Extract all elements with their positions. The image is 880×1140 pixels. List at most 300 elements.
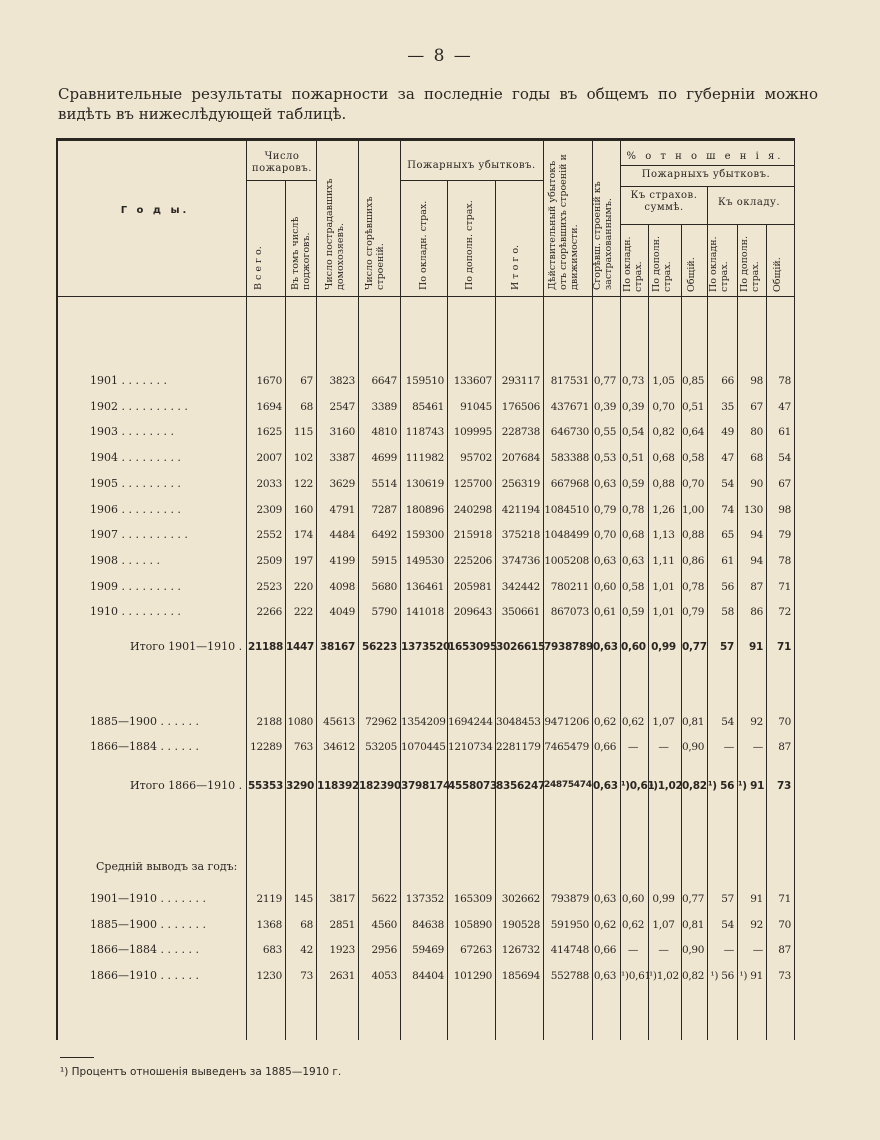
table-cell: 3290: [286, 780, 315, 792]
table-cell: 3048453: [496, 716, 541, 728]
table-cell: 98: [750, 375, 763, 387]
table-cell: 225206: [453, 554, 492, 567]
table-cell: 0,54: [621, 426, 645, 439]
table-cell: 122: [293, 477, 313, 490]
table-cell: 240298: [453, 503, 492, 516]
table-cell: 118743: [405, 426, 444, 439]
row-label: 1866—1884 . . . . . .: [90, 943, 199, 956]
row-label: Итого 1866—1910 .: [130, 779, 243, 792]
table-cell: 84404: [412, 969, 444, 982]
table-cell: 159300: [405, 529, 444, 542]
table-cell: 101290: [453, 969, 492, 982]
table-cell: 0,55: [593, 426, 617, 439]
table-cell: 0,63: [593, 969, 617, 982]
table-cell: 4484: [329, 529, 355, 542]
table-cell: 7938789: [544, 641, 594, 653]
footnote-rule: [60, 1057, 94, 1058]
table-cell: 87: [778, 944, 791, 956]
table-cell: 1048499: [544, 529, 589, 542]
table-cell: 1373520: [401, 641, 451, 653]
table-cell: 0,39: [593, 400, 617, 413]
column-rule: [246, 138, 247, 1040]
table-cell: 0,82: [652, 426, 675, 439]
table-cell: 0,81: [682, 716, 705, 728]
table-cell: 2523: [256, 580, 282, 593]
table-cell: 5514: [371, 477, 397, 490]
table-cell: 0,82: [682, 969, 705, 982]
table-cell: 190528: [501, 918, 540, 931]
header-sub-salary-b: По окладн. страх.: [708, 236, 730, 292]
header-rule: [620, 165, 794, 166]
table-cell: 1084510: [544, 503, 589, 516]
table-cell: 0,73: [621, 375, 645, 387]
table-cell: 136461: [405, 580, 444, 593]
table-cell: 159510: [405, 375, 444, 387]
table-cell: 1,05: [652, 375, 675, 387]
table-cell: 1,00: [682, 503, 705, 516]
column-rule: [592, 138, 593, 1040]
row-label: 1866—1910 . . . . . .: [90, 968, 199, 982]
table-cell: 72: [778, 606, 791, 619]
table-cell: 4199: [329, 554, 355, 567]
table-cell: 0,60: [621, 893, 645, 905]
table-cell: 54: [721, 716, 734, 728]
table-cell: 793879: [550, 893, 589, 905]
table-cell: 73: [300, 969, 313, 982]
table-cell: 130: [743, 503, 763, 516]
table-cell: 0,79: [593, 503, 617, 516]
table-cell: 149530: [405, 554, 444, 567]
table-cell: 65: [721, 529, 734, 542]
table-cell: 763: [293, 741, 313, 753]
table-cell: 302662: [501, 893, 540, 905]
table-cell: 21188: [248, 641, 284, 653]
table-cell: 66: [721, 375, 734, 387]
table-cell: 0,62: [621, 918, 645, 931]
header-fires-arson: Въ томъ числѣ поджоговъ.: [290, 216, 312, 290]
column-rule: [648, 224, 649, 1040]
table-cell: 71: [778, 580, 791, 593]
table-cell: 47: [721, 452, 734, 465]
table-cell: 180896: [405, 503, 444, 516]
table-cell: 118392: [317, 780, 360, 792]
table-cell: 220: [293, 580, 313, 593]
table-cell: 141018: [405, 606, 444, 619]
table-cell: 105890: [453, 918, 492, 931]
table-cell: 115: [293, 426, 313, 439]
table-cell: 7465479: [544, 741, 589, 753]
table-cell: 91045: [460, 400, 492, 413]
column-rule: [543, 138, 544, 1040]
table-cell: 209643: [453, 606, 492, 619]
table-cell: 38167: [319, 641, 355, 653]
table-cell: 0,63: [593, 780, 618, 792]
table-cell: 0,53: [593, 452, 617, 465]
table-cell: 0,62: [593, 918, 617, 931]
table-cell: 0,51: [621, 452, 645, 465]
column-rule: [316, 138, 317, 1040]
table-cell: 78: [778, 375, 791, 387]
table-cell: 205981: [453, 580, 492, 593]
table-cell: 3389: [371, 400, 397, 413]
table-cell: 94: [750, 554, 763, 567]
table-cell: 1923: [329, 944, 355, 956]
column-rule: [620, 138, 621, 1040]
table-cell: 2631: [329, 969, 355, 982]
table-cell: 78: [778, 554, 791, 567]
intro-paragraph: Сравнительные результаты пожарности за последніе годы въ общемъ по губерніи можно видѣть въ нижеслѣдующей таблицѣ.: [58, 85, 818, 123]
table-cell: 1080: [287, 716, 313, 728]
header-fire-losses: Пожарныхъ убытковъ.: [641, 169, 771, 180]
table-cell: 2509: [256, 554, 282, 567]
table-cell: 53205: [365, 741, 397, 753]
table-cell: 437671: [550, 400, 589, 413]
table-cell: 102: [293, 452, 313, 465]
table-cell: 2547: [329, 400, 355, 413]
column-rule: [400, 138, 401, 1040]
table-cell: 185694: [501, 969, 540, 982]
table-cell: 6492: [371, 529, 397, 542]
table-cell: 42: [300, 944, 313, 956]
table-cell: 0,63: [593, 641, 618, 653]
table-cell: 2309: [256, 503, 282, 516]
table-cell: 61: [721, 554, 734, 567]
table-cell: 0,63: [621, 554, 645, 567]
table-cell: 1653095: [448, 641, 498, 653]
row-label: 1902 . . . . . . . . . .: [90, 399, 188, 413]
table-cell: 552788: [550, 969, 589, 982]
header-buildings: Число сгорѣвшихъ строеній.: [364, 196, 386, 290]
table-cell: 1,07: [652, 918, 675, 931]
table-cell: 3026615: [496, 641, 546, 653]
table-cell: 2851: [329, 918, 355, 931]
table-cell: 0,86: [682, 554, 705, 567]
table-cell: 0,59: [621, 606, 645, 619]
table-cell: 683: [262, 944, 282, 956]
table-cell: 5790: [371, 606, 397, 619]
header-to-sums: Къ страхов. суммѣ.: [630, 190, 698, 213]
table-cell: ¹)0,61: [621, 969, 651, 982]
table-cell: 4810: [371, 426, 397, 439]
table-cell: 591950: [550, 918, 589, 931]
table-cell: 1354209: [401, 716, 446, 728]
table-cell: 35: [721, 400, 734, 413]
table-cell: 1625: [256, 426, 282, 439]
table-cell: 0,77: [682, 893, 705, 905]
table-cell: 0,85: [682, 375, 705, 387]
table-cell: 4049: [329, 606, 355, 619]
table-cell: 0,63: [593, 554, 617, 567]
table-cell: 5915: [371, 554, 397, 567]
table-cell: 176506: [501, 400, 540, 413]
row-label: 1910 . . . . . . . . .: [90, 605, 181, 619]
table-cell: 1230: [256, 969, 282, 982]
table-cell: 0,63: [593, 893, 617, 905]
header-sub-extra-a: По дополн. страх.: [651, 235, 673, 292]
header-fires-total: В с е г о.: [253, 246, 264, 290]
table-cell: 125700: [453, 477, 492, 490]
table-cell: 0,68: [652, 452, 675, 465]
table-cell: 293117: [501, 375, 540, 387]
table-cell: 67263: [460, 944, 492, 956]
table-cell: 34612: [323, 741, 355, 753]
table-cell: 1,13: [652, 529, 675, 542]
column-rule: [737, 224, 738, 1040]
row-label: 1885—1900 . . . . . .: [90, 715, 199, 728]
table-cell: —: [627, 944, 639, 956]
table-cell: 109995: [453, 426, 492, 439]
table-cell: 0,78: [621, 503, 645, 516]
table-cell: 87: [778, 741, 791, 753]
table-cell: 58: [721, 606, 734, 619]
table-cell: 0,81: [682, 918, 705, 931]
table-cell: 421194: [501, 503, 540, 516]
table-cell: 4699: [371, 452, 397, 465]
table-cell: 137352: [405, 893, 444, 905]
table-cell: 375218: [501, 529, 540, 542]
table-cell: 0,68: [621, 529, 645, 542]
table-cell: 55353: [248, 780, 284, 792]
table-cell: 0,64: [682, 426, 705, 439]
header-bottom-rule: [56, 296, 794, 297]
table-cell: 0,59: [621, 477, 645, 490]
table-cell: 68: [750, 452, 763, 465]
table-cell: ¹)0,61: [621, 780, 655, 792]
table-cell: 1,07: [652, 716, 675, 728]
table-cell: 73: [776, 780, 791, 792]
table-cell: —: [658, 741, 669, 753]
table-cell: 0,99: [652, 893, 675, 905]
table-cell: 1670: [256, 375, 282, 387]
table-cell: 197: [293, 554, 313, 567]
header-sub-total-a: Общій.: [686, 257, 697, 292]
table-cell: 80: [750, 426, 763, 439]
table-cell: 414748: [550, 944, 589, 956]
table-cell: 3823: [329, 375, 355, 387]
table-cell: 6647: [371, 375, 397, 387]
table-cell: 0,60: [621, 641, 646, 653]
table-cell: 70: [778, 918, 791, 931]
table-cell: 9471206: [544, 716, 589, 728]
table-cell: ¹) 91: [738, 780, 765, 792]
table-cell: 5622: [371, 893, 397, 905]
table-cell: 0,39: [621, 400, 645, 413]
table-cell: 95702: [460, 452, 492, 465]
table-cell: 130619: [405, 477, 444, 490]
table-cell: 256319: [501, 477, 540, 490]
row-label: 1908 . . . . . .: [90, 553, 160, 567]
header-loss-extra: По дополн. страх.: [464, 200, 475, 290]
table-cell: 222: [293, 606, 313, 619]
table-cell: 0,63: [593, 477, 617, 490]
table-cell: 90: [750, 477, 763, 490]
row-label: 1904 . . . . . . . . .: [90, 451, 181, 465]
table-cell: 1210734: [448, 741, 493, 753]
column-rule: [681, 224, 682, 1040]
avg-heading: Средній выводъ за годъ:: [96, 860, 238, 873]
column-rule: [707, 186, 708, 1040]
table-cell: 4558073: [448, 780, 498, 792]
table-cell: 174: [293, 529, 313, 542]
table-cell: 3160: [329, 426, 355, 439]
table-cell: 0,88: [682, 529, 705, 542]
table-cell: 8356247: [496, 780, 546, 792]
page-number: — 8 —: [407, 46, 473, 66]
table-cell: 4098: [329, 580, 355, 593]
row-label: 1906 . . . . . . . . .: [90, 502, 181, 516]
table-cell: —: [752, 741, 763, 753]
footnote: ¹) Процентъ отношенія выведенъ за 1885—1910 г.: [60, 1066, 342, 1078]
column-rule: [495, 180, 496, 1040]
header-percent-group: % о т н о ш е н і я.: [626, 151, 784, 162]
table-cell: 3817: [329, 893, 355, 905]
header-households: Число пострадавшихъ домохозяевъ.: [324, 178, 346, 290]
table-cell: 0,90: [682, 944, 705, 956]
row-label: Итого 1901—1910 .: [130, 640, 243, 653]
table-cell: 215918: [453, 529, 492, 542]
table-cell: 92: [750, 716, 763, 728]
table-cell: 583388: [550, 452, 589, 465]
table-cell: 3387: [329, 452, 355, 465]
table-cell: 1,01: [652, 580, 675, 593]
table-cell: 57: [719, 641, 734, 653]
table-cell: 0,70: [682, 477, 705, 490]
header-actual-loss: Дѣйствительный убытокъ отъ сгорѣвшихъ строеній и движимости.: [547, 154, 580, 290]
table-cell: 72962: [365, 716, 397, 728]
table-cell: 0,77: [593, 375, 617, 387]
column-rule: [766, 224, 767, 1040]
column-rule: [285, 180, 286, 1040]
table-cell: 0,82: [682, 780, 707, 792]
table-cell: 0,70: [652, 400, 675, 413]
header-loss-salary: По окладн. страх.: [418, 200, 429, 290]
table-cell: 98: [778, 503, 791, 516]
column-rule: [794, 138, 795, 1040]
table-cell: 2033: [256, 477, 282, 490]
table-cell: 0,70: [593, 529, 617, 542]
header-rule: [400, 180, 543, 181]
table-cell: 0,78: [682, 580, 705, 593]
table-cell: 111982: [405, 452, 444, 465]
table-cell: 7287: [371, 503, 397, 516]
table-cell: 67: [778, 477, 791, 490]
table-cell: 59469: [412, 944, 444, 956]
table-cell: 71: [776, 641, 791, 653]
table-cell: —: [658, 944, 669, 956]
table-cell: 2007: [256, 452, 282, 465]
table-cell: 91: [748, 641, 763, 653]
table-cell: 0,62: [593, 716, 617, 728]
table-cell: ¹)1,02: [649, 780, 683, 792]
table-cell: 4791: [329, 503, 355, 516]
table-cell: 68: [300, 400, 313, 413]
table-cell: 84638: [412, 918, 444, 931]
table-cell: 4560: [371, 918, 397, 931]
table-cell: 0,79: [682, 606, 705, 619]
table-cell: 374736: [501, 554, 540, 567]
header-sub-extra-b: По дополн. страх.: [739, 235, 761, 292]
table-cell: 667968: [550, 477, 589, 490]
header-to-salary: Къ окладу.: [717, 197, 781, 208]
table-cell: ¹) 91: [739, 969, 763, 982]
header-sub-total-b: Общій.: [772, 257, 783, 292]
table-cell: 74: [721, 503, 734, 516]
table-cell: 54: [721, 477, 734, 490]
table-cell: 56223: [361, 641, 397, 653]
table-cell: 2552: [256, 529, 282, 542]
row-label: 1901 . . . . . . .: [90, 374, 167, 387]
table-cell: 0,77: [682, 641, 707, 653]
table-cell: 207684: [501, 452, 540, 465]
table-cell: 57: [721, 893, 734, 905]
table-cell: 3798174: [401, 780, 451, 792]
table-cell: 126732: [501, 944, 540, 956]
table-cell: —: [723, 741, 734, 753]
table-cell: 817531: [550, 375, 589, 387]
table-cell: 2119: [256, 893, 282, 905]
table-cell: 0,61: [593, 606, 617, 619]
table-cell: 79: [778, 529, 791, 542]
header-fires-group: Число пожаровъ.: [252, 151, 312, 174]
table-cell: 24875474: [544, 780, 592, 790]
table-cell: 0,62: [621, 716, 645, 728]
table-cell: 47: [778, 400, 791, 413]
table-cell: 67: [300, 375, 313, 387]
table-cell: 1368: [256, 918, 282, 931]
table-cell: 0,66: [593, 741, 617, 753]
table-cell: 94: [750, 529, 763, 542]
table-cell: 45613: [323, 716, 355, 728]
table-cell: 2266: [256, 606, 282, 619]
header-burned-insured: Сгорѣвш. строеній къ застрахованнымъ.: [592, 181, 614, 290]
table-cell: 0,51: [682, 400, 705, 413]
row-label: 1909 . . . . . . . . .: [90, 579, 181, 593]
table-cell: 867073: [550, 606, 589, 619]
table-cell: 133607: [453, 375, 492, 387]
table-cell: 5680: [371, 580, 397, 593]
table-cell: 1694244: [448, 716, 493, 728]
row-label: 1901—1910 . . . . . . .: [90, 892, 206, 905]
table-cell: 67: [750, 400, 763, 413]
table-cell: ¹) 56: [708, 780, 735, 792]
table-cell: 350661: [501, 606, 540, 619]
table-cell: 0,58: [621, 580, 645, 593]
table-cell: 182390: [359, 780, 402, 792]
table-cell: 0,90: [682, 741, 705, 753]
table-cell: —: [723, 944, 734, 956]
table-cell: 71: [778, 893, 791, 905]
row-label: 1866—1884 . . . . . .: [90, 740, 199, 753]
table-cell: 86: [750, 606, 763, 619]
table-cell: 165309: [453, 893, 492, 905]
column-rule: [56, 138, 58, 1040]
table-cell: 85461: [412, 400, 444, 413]
table-cell: 780211: [550, 580, 589, 593]
table-cell: 92: [750, 918, 763, 931]
table-cell: 61: [778, 426, 791, 439]
table-cell: 1070445: [401, 741, 446, 753]
table-cell: 0,88: [652, 477, 675, 490]
table-cell: —: [752, 944, 763, 956]
row-label: 1903 . . . . . . . .: [90, 425, 174, 439]
table-cell: 160: [293, 503, 313, 516]
table-top-rule: [56, 138, 794, 141]
table-cell: 0,58: [682, 452, 705, 465]
table-cell: 54: [778, 452, 791, 465]
table-cell: 68: [300, 918, 313, 931]
table-cell: ¹)1,02: [649, 969, 679, 982]
table-cell: 0,99: [651, 641, 676, 653]
